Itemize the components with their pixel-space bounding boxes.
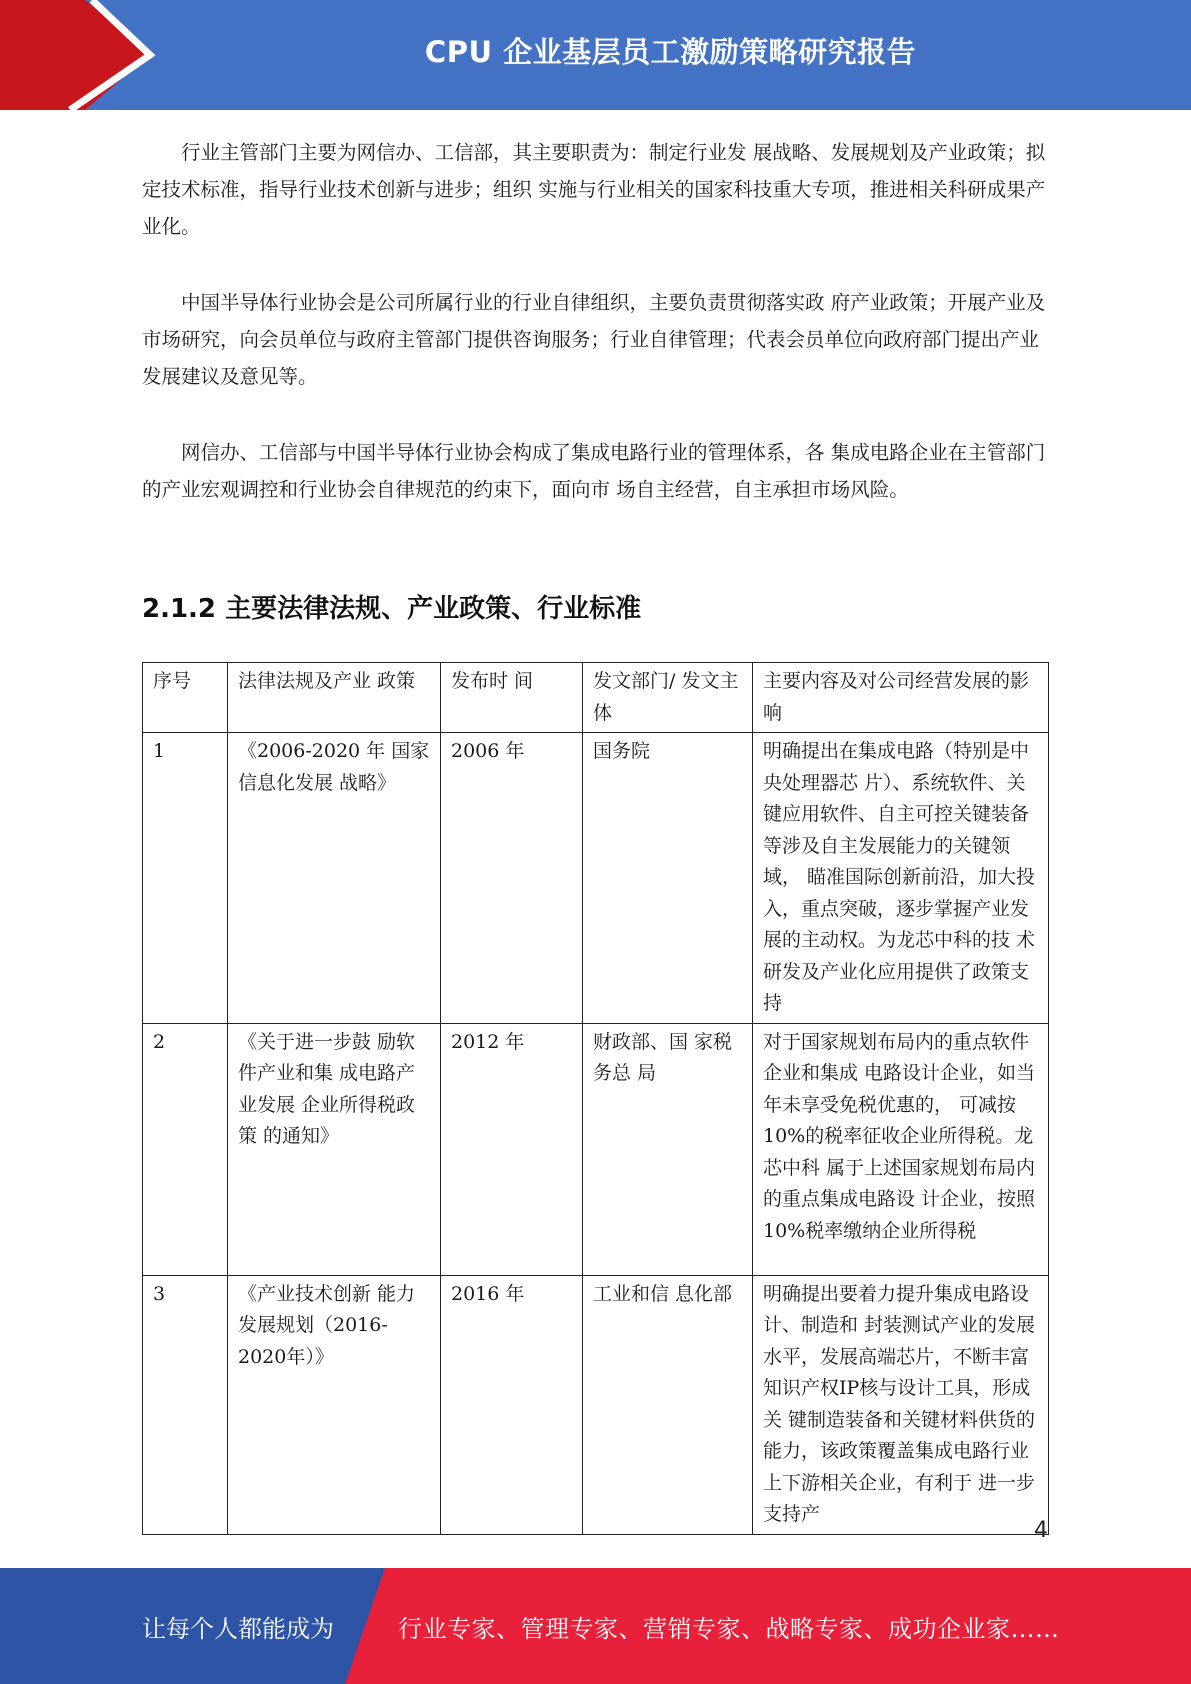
body-text xyxy=(142,134,1046,547)
table-header-row xyxy=(143,663,1049,733)
page-number: 4 xyxy=(1034,1518,1048,1543)
cell-date: 2006 年 xyxy=(441,733,583,1024)
table-row xyxy=(143,1275,1049,1534)
cell-number: 3 xyxy=(143,1275,228,1534)
footer-slogan-right: 行业专家、管理专家、营销专家、战略专家、成功企业家…… xyxy=(398,1614,1060,1643)
cell-number: 2 xyxy=(143,1023,228,1275)
paragraph-management-system: 网信办、工信部与中国半导体行业协会构成了集成电路行业的管理体系，各 集成电路企业在主管部门的产业宏观调控和行业协会自律规范的约束下，面向市 场自主经营，自主承担市场风险。 xyxy=(142,441,1046,501)
header-cell-issuer: 发文部门/ 发文主体 xyxy=(583,663,753,733)
policy-table xyxy=(142,662,1049,1535)
header-cell-policy: 法律法规及产业 政策 xyxy=(228,663,441,733)
cell-policy: 《关于进一步鼓 励软件产业和集 成电路产业发展 企业所得税政策 的通知》 xyxy=(228,1023,441,1275)
document-title: CPU 企业基层员工激励策略研究报告 xyxy=(424,34,917,69)
cell-issuer: 财政部、国 家税务总 局 xyxy=(583,1023,753,1275)
page-footer xyxy=(0,1568,1191,1684)
header-cell-impact: 主要内容及对公司经营发展的影响 xyxy=(753,663,1049,733)
cell-policy: 《2006-2020 年 国家信息化发展 战略》 xyxy=(228,733,441,1024)
header-red-chevron xyxy=(0,0,150,110)
section-heading: 2.1.2 主要法律法规、产业政策、行业标准 xyxy=(142,594,642,624)
footer-slogan-left: 让每个人都能成为 xyxy=(142,1614,334,1643)
paragraph-industry-association: 中国半导体行业协会是公司所属行业的行业自律组织，主要负责贯彻落实政 府产业政策；开展产业及市场研究，向会员单位与政府主管部门提供咨询服务；行业自律管理；代表会员单位向政府部门提出产业发展建议及意见等。 xyxy=(142,291,1046,388)
paragraph-regulators: 行业主管部门主要为网信办、工信部，其主要职责为：制定行业发 展战略、发展规划及产业政策；拟定技术标准，指导行业技术创新与进步；组织 实施与行业相关的国家科技重大专项，推进相关科研成果产业化。 xyxy=(142,141,1046,238)
table-row xyxy=(143,733,1049,1024)
header-cell-date: 发布时 间 xyxy=(441,663,583,733)
cell-impact: 明确提出要着力提升集成电路设计、制造和 封装测试产业的发展水平，发展高端芯片，不断丰富知识产权IP核与设计工具，形成关 键制造装备和关键材料供货的能力，该政策覆盖集成电路行业上下游相关企业，有利于 进一步支持产 xyxy=(753,1275,1049,1534)
cell-impact: 对于国家规划布局内的重点软件企业和集成 电路设计企业，如当年未享受免税优惠的， 可减按10%的税率征收企业所得税。龙芯中科 属于上述国家规划布局内的重点集成电路设 计企业，按照10%税率缴纳企业所得税 xyxy=(753,1023,1049,1275)
cell-issuer: 国务院 xyxy=(583,733,753,1024)
cell-date: 2016 年 xyxy=(441,1275,583,1534)
cell-number: 1 xyxy=(143,733,228,1024)
cell-date: 2012 年 xyxy=(441,1023,583,1275)
header-cell-number: 序号 xyxy=(143,663,228,733)
page-header xyxy=(0,0,1191,110)
cell-policy: 《产业技术创新 能力发展规划（2016-2020年）》 xyxy=(228,1275,441,1534)
table-row xyxy=(143,1023,1049,1275)
cell-impact: 明确提出在集成电路（特别是中央处理器芯 片）、系统软件、关键应用软件、自主可控关键装备等涉及自主发展能力的关键领域， 瞄准国际创新前沿，加大投入，重点突破，逐步掌握产业发展的主动权。为龙芯中科的技 术研发及产业化应用提供了政策支持 xyxy=(753,733,1049,1024)
cell-issuer: 工业和信 息化部 xyxy=(583,1275,753,1534)
